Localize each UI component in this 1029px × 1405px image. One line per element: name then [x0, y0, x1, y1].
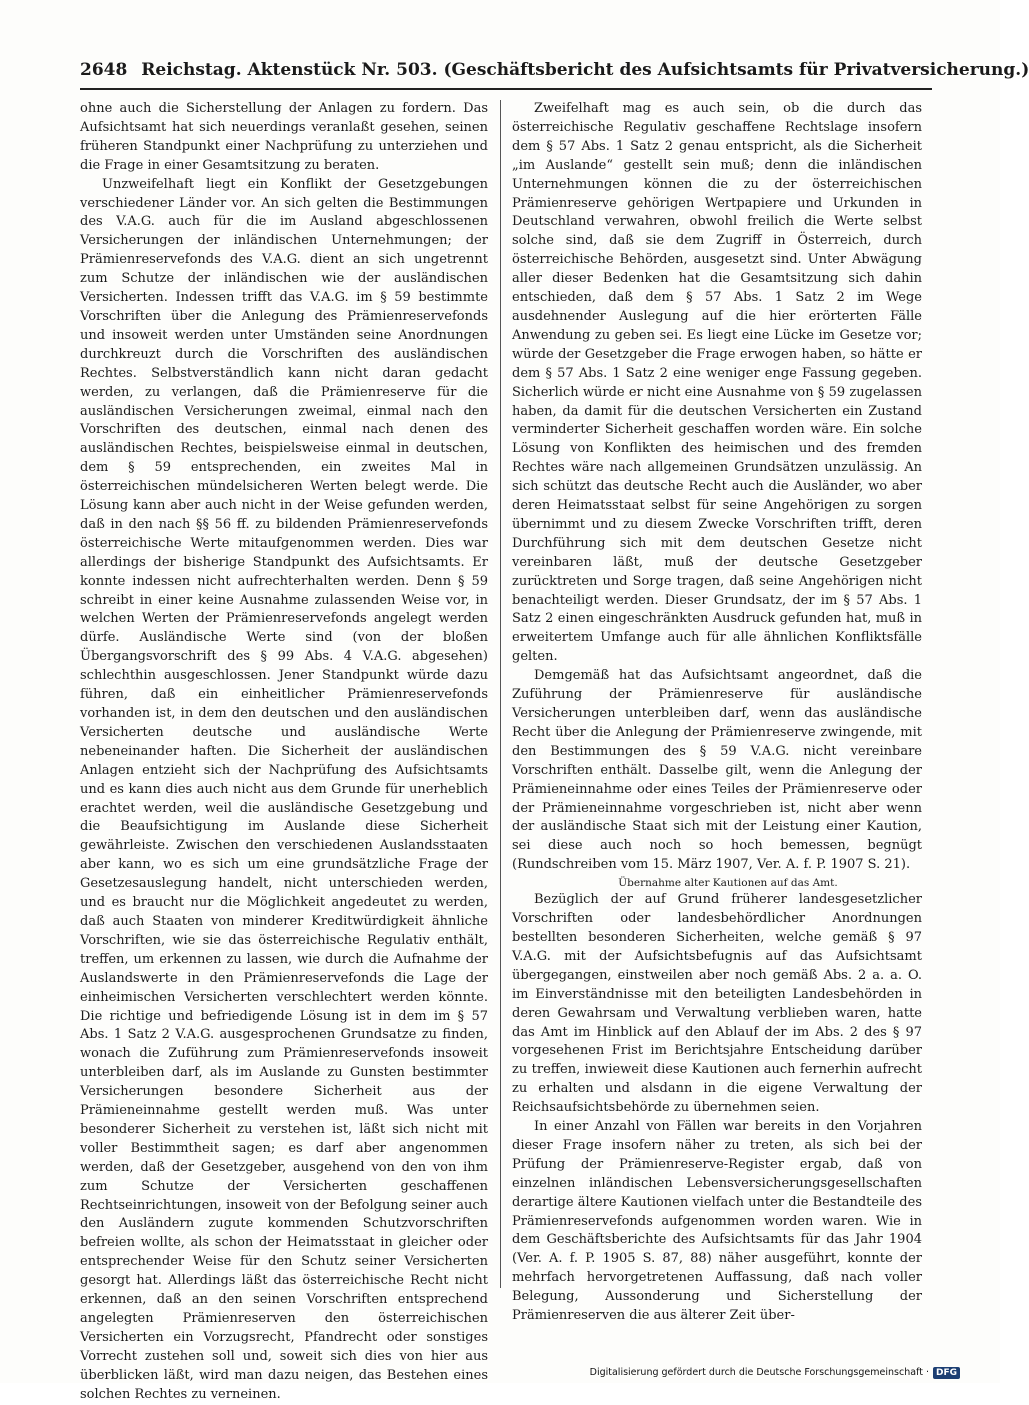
header-title: Reichstag. Aktenstück Nr. 503. (Geschäftsbericht des Aufsichtsamts für Privatversicherung.) [141, 60, 1029, 80]
left-column [80, 100, 488, 1402]
header-rule [80, 88, 932, 90]
digitization-footer [590, 1366, 960, 1380]
section-heading: Übernahme alter Kautionen auf das Amt. [618, 877, 838, 890]
column-divider [500, 100, 501, 1288]
paragraph: In einer Anzahl von Fällen war bereits in den Vorjahren dieser Frage insofern näher zu treten, als sich bei der Prüfung der Prämienreserve-Register ergab, daß von einzelnen inländischen Lebensversicherungsgesellschaften derartige ältere Kautionen vielfach unter die Bestandteile des Prämienreservefonds aufgenommen worden waren. Wie in dem Geschäftsberichte des Aufsichtsamts für das Jahr 1904 (Ver. A. f. P. 1905 S. 87, 88) näher ausgeführt, konnte der mehrfach hervorgetretenen Auffassung, daß nach voller Belegung, Aussonderung und Sicherstellung der Prämienreserven die aus älterer Zeit über- [512, 1119, 922, 1324]
dfg-logo: DFG [933, 1367, 960, 1379]
paragraph: Unzweifelhaft liegt ein Konflikt der Gesetzgebungen verschiedener Länder vor. An sich gelten die Bestimmungen des V.A.G. auch für die im Ausland abgeschlossenen Versicherungen der inländischen Unternehmungen; der Prämienreservefonds des V.A.G. dient an sich ungetrennt zum Schutze der inländischen wie der ausländischen Versicherten. Indessen trifft das V.A.G. im § 59 bestimmte Vorschriften über die Anlegung des Prämienreservefonds und insoweit werden unter Umständen seine Anordnungen durchkreuzt durch die Vorschriften des ausländischen Rechtes. Selbstverständlich kann nicht daran gedacht werden, zu verlangen, daß die Prämienreserve für die ausländischen Versicherungen zweimal, einmal nach den Vorschriften des deutschen, einmal nach denen des ausländischen Rechtes, beispielsweise einmal in deutschen, dem § 59 entsprechenden, ein zweites Mal in österreichischen mündelsicheren Werten belegt werde. Die Lösung kann aber auch nicht in der Weise gefunden werden, daß in den nach §§ 56 ff. zu bildenden Prämienreservefonds österreichische Werte mitaufgenommen werden. Dies war allerdings der bisherige Standpunkt des Aufsichtsamts. Er konnte indessen nicht aufrechterhalten werden. Denn § 59 schreibt in einer keine Ausnahme zulassenden Weise vor, in welchen Werten der Prämienreservefonds angelegt werden dürfe. Ausländische Werte sind (von der bloßen Übergangsvorschrift des § 99 Abs. 4 V.A.G. abgesehen) schlechthin ausgeschlossen. Jener Standpunkt würde dazu führen, daß ein einheitlicher Prämienreservefonds vorhanden ist, in dem den deutschen und den ausländischen Versicherten deutsche und ausländische Werte nebeneinander haften. Die Sicherheit der ausländischen Anlagen entzieht sich der Nachprüfung des Aufsichtsamts und es kann dies auch nicht aus dem Grunde für unerheblich erachtet werden, weil die ausländische Gesetzgebung und die Beaufsichtigung im Auslande diese Sicherheit gewährleiste. Zwischen den verschiedenen Auslandsstaaten aber kann, wo es sich um eine grundsätzliche Frage der Gesetzesauslegung handelt, nicht unterschieden werden, und es braucht nur die Möglichkeit angedeutet zu werden, daß auch Staaten von minderer Kreditwürdigkeit ähnliche Vorschriften, wie sie das österreichische Regulativ enthält, treffen, um erkennen zu lassen, wie durch die Aufnahme der Auslandswerte in den Prämienreservefonds die Lage der einheimischen Versicherten verschlechtert werden könnte. Die richtige und befriedigende Lösung ist in dem im § 57 Abs. 1 Satz 2 V.A.G. ausgesprochenen Grundsatze zu finden, wonach die Zuführung zum Prämienreservefonds insoweit unterbleiben darf, als im Auslande zu Gunsten bestimmter Versicherungen besondere Sicherheit aus der Prämieneinnahme gestellt werden muß. Was unter besonderer Sicherheit zu verstehen ist, läßt sich nicht mit voller Bestimmtheit sagen; es darf aber angenommen werden, daß der Gesetzgeber, ausgehend von den von ihm zum Schutze der Versicherten geschaffenen Rechtseinrichtungen, insoweit von der Befolgung seiner auch den Ausländern zugute kommenden Schutzvorschriften befreien wollte, als schon der Heimatsstaat in gleicher oder entsprechender Weise für den Schutz seiner Versicherten gesorgt hat. Allerdings läßt das österreichische Recht nicht erkennen, daß an den seinen Vorschriften entsprechend angelegten Prämienreserven den österreichischen Versicherten ein Vorzugsrecht, Pfandrecht oder sonstiges Vorrecht zustehen soll und, soweit sich dies von hier aus überblicken läßt, wird man dazu neigen, das Bestehen eines solchen Rechtes zu verneinen. [80, 176, 488, 1402]
right-column [512, 100, 922, 1324]
page-number: 2648 [80, 60, 128, 80]
paragraph: Demgemäß hat das Aufsichtsamt angeordnet, daß die Zuführung der Prämienreserve für ausländische Versicherungen unterbleiben darf, wenn das ausländische Recht über die Anlegung der Prämienreserve zwingende, mit den Bestimmungen des § 59 V.A.G. nicht vereinbare Vorschriften enthält. Dasselbe gilt, wenn die Anlegung der Prämieneinnahme oder eines Teiles der Prämienreserve oder der Prämieneinnahme vorgeschrieben ist, nicht aber wenn der ausländische Staat sich mit der Leistung einer Kaution, sei diese auch noch so hoch bemessen, begnügt (Rundschreiben vom 15. März 1907, Ver. A. f. P. 1907 S. 21). [512, 668, 922, 873]
paragraph: ohne auch die Sicherstellung der Anlagen zu fordern. Das Aufsichtsamt hat sich neuerdings veranlaßt gesehen, seinen früheren Standpunkt einer Nachprüfung zu unterziehen und die Frage in einer Gesamtsitzung zu beraten. [80, 101, 488, 173]
footer-text: Digitalisierung gefördert durch die Deutsche Forschungsgemeinschaft · [589, 1367, 929, 1378]
running-header [80, 60, 1029, 90]
paragraph: Bezüglich der auf Grund früherer landesgesetzlicher Vorschriften oder landesbehördlicher Anordnungen bestellten besonderen Sicherheiten, welche gemäß § 97 V.A.G. mit der Aufsichtsbefugnis auf das Aufsichtsamt übergegangen, einstweilen aber noch gemäß Abs. 2 a. a. O. im Einverständnisse mit den beteiligten Landesbehörden in deren Gewahrsam und Verwaltung verblieben waren, hatte das Amt im Hinblick auf den Ablauf der im Abs. 2 des § 97 vorgesehenen Frist im Berichtsjahre Entscheidung darüber zu treffen, inwieweit diese Kautionen auch fernerhin aufrecht zu erhalten und alsdann in die eigene Verwaltung der Reichsaufsichtsbehörde zu übernehmen seien. [512, 892, 922, 1116]
paragraph: Zweifelhaft mag es auch sein, ob die durch das österreichische Regulativ geschaffene Rechtslage insofern dem § 57 Abs. 1 Satz 2 genau entspricht, als die Sicherheit „im Auslande“ gestellt sein muß; denn die inländischen Unternehmungen können die zu der österreichischen Prämienreserve gehörigen Wertpapiere und Urkunden in Deutschland verwahren, obwohl freilich die Werte selbst solche sind, daß sie dem Zugriff in Österreich, durch österreichische Behörden, ausgesetzt sind. Unter Abwägung aller dieser Bedenken hat die Gesamtsitzung sich dahin entschieden, daß dem § 57 Abs. 1 Satz 2 im Wege ausdehnender Auslegung auf die hier erörterten Fälle Anwendung zu geben sei. Es liegt eine Lücke im Gesetze vor; würde der Gesetzgeber die Frage erwogen haben, so hätte er dem § 57 Abs. 1 Satz 2 eine weniger enge Fassung gegeben. Sicherlich würde er nicht eine Ausnahme von § 59 zugelassen haben, da damit für die deutschen Versicherten ein Zustand verminderter Sicherheit geschaffen worden wäre. Ein solche Lösung von Konflikten des heimischen und des fremden Rechtes wäre nach allgemeinen Grundsätzen unzulässig. An sich schützt das deutsche Recht auch die Ausländer, wo aber deren Heimatsstaat selbst für seine Angehörigen zu sorgen übernimmt und zu diesem Zwecke Vorschriften trifft, deren Durchführung sich mit dem deutschen Gesetze nicht vereinbaren läßt, muß der deutsche Gesetzgeber zurücktreten und Sorge tragen, daß seine Angehörigen nicht benachteiligt werden. Dieser Grundsatz, der im § 57 Abs. 1 Satz 2 einen eingeschränkten Ausdruck gefunden hat, muß in erweitertem Umfange auch für alle ähnlichen Konfliktsfälle gelten. [512, 101, 922, 665]
